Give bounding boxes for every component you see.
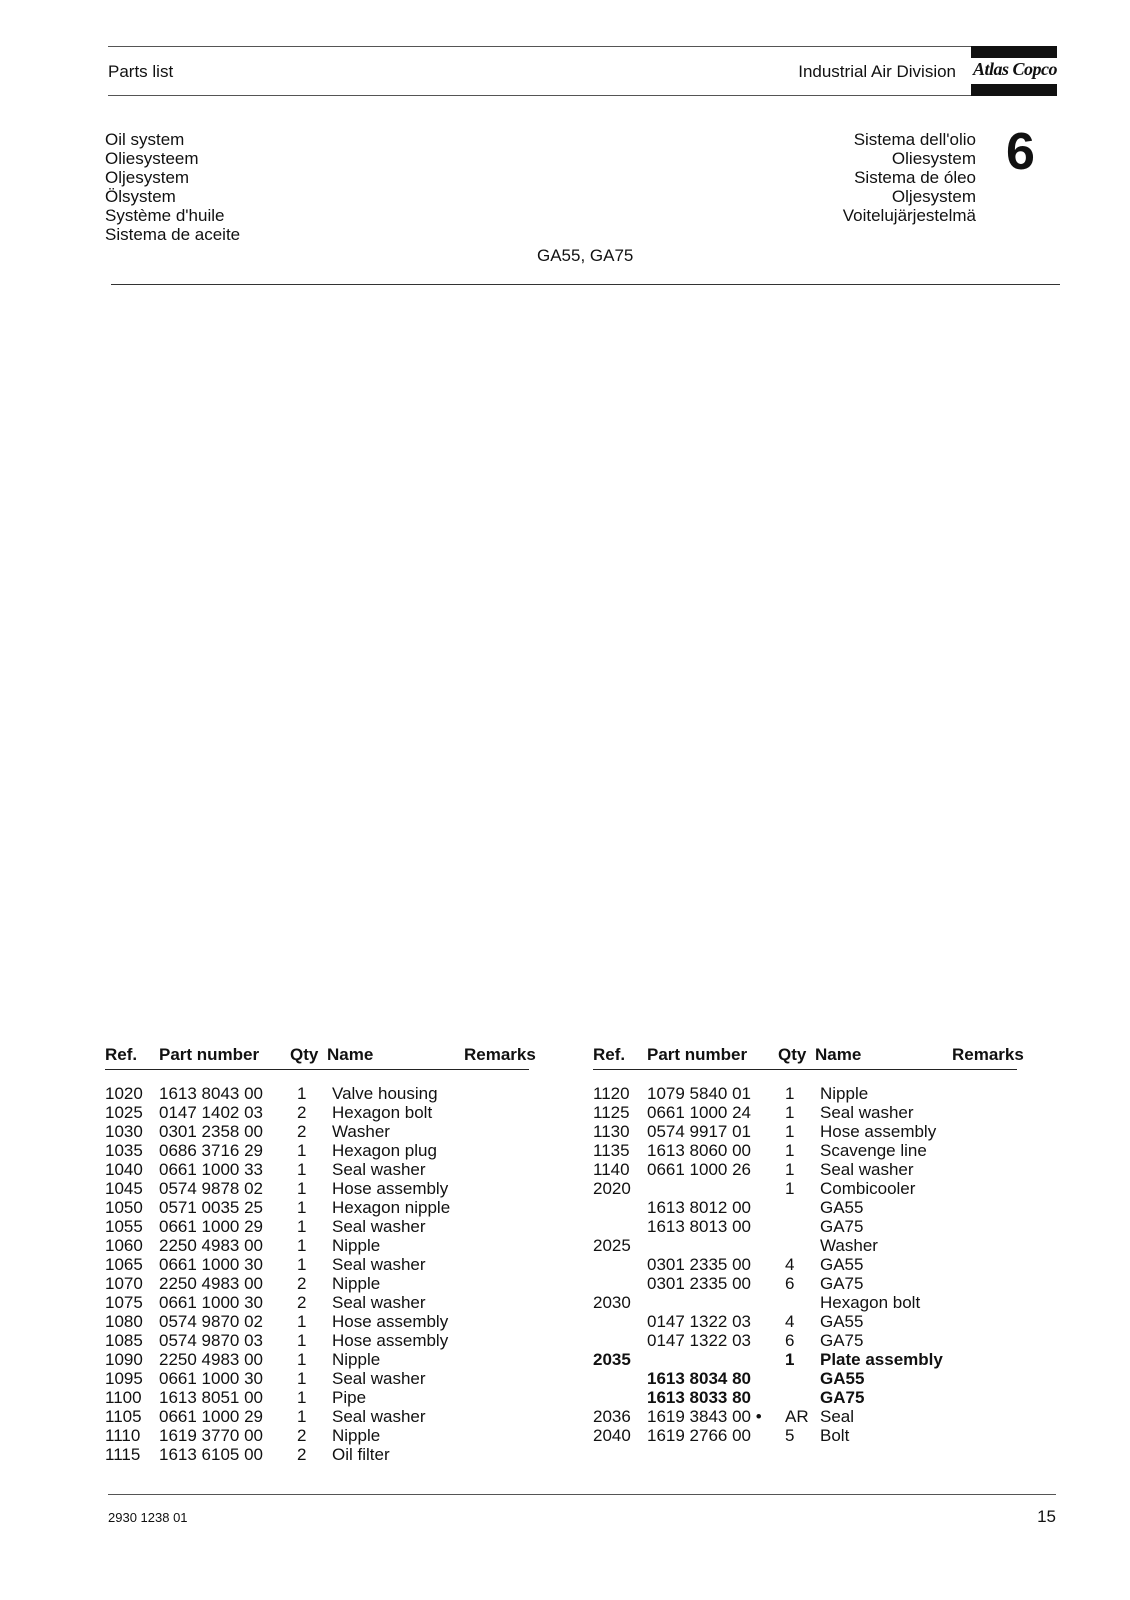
table-row: 1130 0574 9917 01 1 Hose assembly bbox=[593, 1122, 937, 1141]
part-number-cell: 0147 1322 03 bbox=[647, 1312, 751, 1331]
title-line: Système d'huile bbox=[105, 206, 225, 225]
title-line: Sistema dell'olio bbox=[853, 130, 976, 149]
parts-table-left bbox=[105, 1043, 536, 1464]
name-cell: Hose assembly bbox=[820, 1122, 937, 1141]
table-row bbox=[593, 1198, 1017, 1217]
title-line: Ölsystem bbox=[105, 187, 176, 206]
name-cell: Hexagon bolt bbox=[820, 1293, 921, 1312]
ref-cell: 2036 bbox=[593, 1407, 631, 1426]
part-number-cell: 0574 9870 03 bbox=[159, 1331, 263, 1350]
col-qty-header: Qty bbox=[290, 1045, 319, 1064]
part-number-cell: 0661 1000 29 bbox=[159, 1407, 263, 1426]
name-cell: Hose assembly bbox=[332, 1331, 449, 1350]
ref-cell: 1140 bbox=[593, 1160, 630, 1179]
name-cell: Washer bbox=[820, 1236, 878, 1255]
name-cell: Seal washer bbox=[820, 1103, 914, 1122]
part-number-cell: 1613 8051 00 bbox=[159, 1388, 263, 1407]
division-label: Industrial Air Division bbox=[798, 62, 956, 81]
ref-cell: 2020 bbox=[593, 1179, 631, 1198]
ref-cell: 1055 bbox=[105, 1217, 143, 1236]
name-cell: Nipple bbox=[332, 1426, 381, 1445]
name-cell: Washer bbox=[332, 1122, 390, 1141]
ref-cell: 1135 bbox=[593, 1141, 630, 1160]
table-row: 1100 1613 8051 00 1 Pipe bbox=[105, 1388, 367, 1407]
table-row bbox=[593, 1217, 1017, 1236]
ref-cell: 2040 bbox=[593, 1426, 631, 1445]
title-right-block bbox=[776, 130, 976, 225]
name-cell: Bolt bbox=[820, 1426, 850, 1445]
name-cell: Pipe bbox=[332, 1388, 367, 1407]
part-number-cell: 0574 9878 02 bbox=[159, 1179, 263, 1198]
part-number-cell: 1613 8013 00 bbox=[647, 1217, 751, 1236]
ref-cell: 1060 bbox=[105, 1236, 143, 1255]
name-cell: Seal washer bbox=[332, 1160, 426, 1179]
footer-rule bbox=[108, 1494, 1056, 1495]
parts-table-right bbox=[593, 1043, 1024, 1445]
table-row: 0147 1322 03 6 GA75 bbox=[647, 1331, 864, 1350]
ref-cell: 1100 bbox=[105, 1388, 142, 1407]
col-ref-header: Ref. bbox=[593, 1045, 626, 1064]
name-cell: Hose assembly bbox=[332, 1179, 449, 1198]
logo-top-bar bbox=[971, 46, 1057, 58]
name-cell: Seal washer bbox=[820, 1160, 914, 1179]
ref-cell: 1090 bbox=[105, 1350, 143, 1369]
name-cell: GA75 bbox=[820, 1331, 864, 1350]
ref-cell: 1075 bbox=[105, 1293, 143, 1312]
col-name-header: Name bbox=[327, 1045, 374, 1064]
col-qty-header: Qty bbox=[778, 1045, 807, 1064]
name-cell: Seal washer bbox=[332, 1369, 426, 1388]
ref-cell: 2035 bbox=[593, 1350, 631, 1369]
name-cell: Valve housing bbox=[332, 1084, 438, 1103]
name-cell: Nipple bbox=[332, 1236, 381, 1255]
models-label: GA55, GA75 bbox=[537, 246, 634, 265]
ref-cell: 1080 bbox=[105, 1312, 143, 1331]
name-cell: GA55 bbox=[820, 1255, 864, 1274]
ref-cell: 1125 bbox=[593, 1103, 630, 1122]
ref-cell: 1045 bbox=[105, 1179, 143, 1198]
title-line: Oliesysteem bbox=[105, 149, 199, 168]
part-number-cell: 0661 1000 24 bbox=[647, 1103, 751, 1122]
title-line: Voitelujärjestelmä bbox=[842, 206, 976, 225]
part-number-cell: 0301 2358 00 bbox=[159, 1122, 263, 1141]
ref-cell: 1050 bbox=[105, 1198, 143, 1217]
name-cell: Nipple bbox=[332, 1274, 381, 1293]
table-row: 1030 0301 2358 00 2 Washer bbox=[105, 1122, 390, 1141]
table-row: 2035 1 Plate assembly bbox=[593, 1350, 943, 1369]
table-row: 1060 2250 4983 00 1 Nipple bbox=[105, 1236, 381, 1255]
table-body bbox=[593, 1084, 1017, 1445]
table-body bbox=[105, 1084, 529, 1464]
part-number-cell: 0301 2335 00 bbox=[647, 1255, 751, 1274]
page-number: 15 bbox=[1037, 1507, 1056, 1526]
name-cell: GA75 bbox=[820, 1274, 864, 1293]
name-cell: Seal washer bbox=[332, 1255, 426, 1274]
table-row: 1035 0686 3716 29 1 Hexagon plug bbox=[105, 1141, 437, 1160]
part-number-cell: 0686 3716 29 bbox=[159, 1141, 263, 1160]
part-number-cell: 1079 5840 01 bbox=[647, 1084, 751, 1103]
part-number-cell: 0147 1322 03 bbox=[647, 1331, 751, 1350]
table-row: 1125 0661 1000 24 1 Seal washer bbox=[593, 1103, 914, 1122]
part-number-cell: 0661 1000 26 bbox=[647, 1160, 751, 1179]
name-cell: Seal bbox=[820, 1407, 855, 1426]
part-number-cell: 0661 1000 30 bbox=[159, 1369, 263, 1388]
part-number-cell: 0661 1000 29 bbox=[159, 1217, 263, 1236]
name-cell: GA55 bbox=[820, 1198, 864, 1217]
name-cell: Nipple bbox=[332, 1350, 381, 1369]
table-row: 1040 0661 1000 33 1 Seal washer bbox=[105, 1160, 426, 1179]
name-cell: Seal washer bbox=[332, 1407, 426, 1426]
part-number-cell: 1613 8043 00 bbox=[159, 1084, 263, 1103]
document-number: 2930 1238 01 bbox=[108, 1510, 188, 1525]
part-number-cell: 0301 2335 00 bbox=[647, 1274, 751, 1293]
part-number-cell: 1613 8012 00 bbox=[647, 1198, 751, 1217]
part-number-cell: 0574 9870 02 bbox=[159, 1312, 263, 1331]
name-cell: Oil filter bbox=[332, 1445, 390, 1464]
ref-cell: 1070 bbox=[105, 1274, 143, 1293]
table-row: 1020 1613 8043 00 1 Valve housing bbox=[105, 1084, 438, 1103]
name-cell: GA75 bbox=[820, 1217, 864, 1236]
section-label: Parts list bbox=[108, 62, 174, 81]
ref-cell: 2030 bbox=[593, 1293, 631, 1312]
part-number-cell: 1613 8060 00 bbox=[647, 1141, 751, 1160]
logo-text: Atlas Copco bbox=[972, 59, 1057, 79]
ref-cell: 1020 bbox=[105, 1084, 143, 1103]
ref-cell: 1025 bbox=[105, 1103, 143, 1122]
name-cell: Hose assembly bbox=[332, 1312, 449, 1331]
table-row: 2040 1619 2766 00 5 Bolt bbox=[593, 1426, 850, 1445]
name-cell: Hexagon bolt bbox=[332, 1103, 433, 1122]
part-number-cell: 1619 2766 00 bbox=[647, 1426, 751, 1445]
part-number-cell: 2250 4983 00 bbox=[159, 1236, 263, 1255]
ref-cell: 1035 bbox=[105, 1141, 143, 1160]
table-row: 2020 1 Combicooler bbox=[593, 1179, 916, 1198]
table-row bbox=[593, 1293, 1017, 1312]
ref-cell: 1065 bbox=[105, 1255, 143, 1274]
table-row: 1110 1619 3770 00 2 Nipple bbox=[105, 1426, 381, 1445]
part-number-cell: 1619 3770 00 bbox=[159, 1426, 263, 1445]
title-line: Oliesystem bbox=[891, 149, 976, 168]
part-number-cell: 1613 6105 00 bbox=[159, 1445, 263, 1464]
name-cell: Seal washer bbox=[332, 1293, 426, 1312]
table-row: 1080 0574 9870 02 1 Hose assembly bbox=[105, 1312, 449, 1331]
part-number-cell: 0661 1000 30 bbox=[159, 1293, 263, 1312]
part-number-cell: 0661 1000 33 bbox=[159, 1160, 263, 1179]
name-cell: Hexagon nipple bbox=[332, 1198, 451, 1217]
col-part-number-header: Part number bbox=[159, 1045, 260, 1064]
name-cell: GA55 bbox=[820, 1312, 864, 1331]
part-number-cell: 0571 0035 25 bbox=[159, 1198, 263, 1217]
title-line: Oil system bbox=[105, 130, 185, 149]
table-row bbox=[593, 1369, 1017, 1388]
table-header bbox=[105, 1043, 536, 1070]
name-cell: Seal washer bbox=[332, 1217, 426, 1236]
table-row: 1065 0661 1000 30 1 Seal washer bbox=[105, 1255, 426, 1274]
logo-bottom-bar bbox=[971, 84, 1057, 96]
name-cell: Nipple bbox=[820, 1084, 869, 1103]
table-row bbox=[593, 1388, 1017, 1407]
ref-cell: 1040 bbox=[105, 1160, 143, 1179]
table-row: 1055 0661 1000 29 1 Seal washer bbox=[105, 1217, 426, 1236]
ref-cell: 1130 bbox=[593, 1122, 630, 1141]
part-number-cell: 0574 9917 01 bbox=[647, 1122, 751, 1141]
title-left-block bbox=[105, 130, 240, 244]
table-row: 1050 0571 0035 25 1 Hexagon nipple bbox=[105, 1198, 451, 1217]
ref-cell: 1110 bbox=[105, 1426, 141, 1445]
ref-cell: 1120 bbox=[593, 1084, 630, 1103]
name-cell: Plate assembly bbox=[820, 1350, 943, 1369]
name-cell: Hexagon plug bbox=[332, 1141, 437, 1160]
table-row: 0301 2335 00 4 GA55 bbox=[647, 1255, 864, 1274]
ref-cell: 1105 bbox=[105, 1407, 142, 1426]
table-row: 1045 0574 9878 02 1 Hose assembly bbox=[105, 1179, 449, 1198]
title-line: Oljesystem bbox=[891, 187, 976, 206]
ref-cell: 1030 bbox=[105, 1122, 143, 1141]
table-row: 1085 0574 9870 03 1 Hose assembly bbox=[105, 1331, 449, 1350]
table-row: 1075 0661 1000 30 2 Seal washer bbox=[105, 1293, 426, 1312]
table-row: 2036 1619 3843 00 • AR Seal bbox=[593, 1407, 855, 1426]
title-bottom-rule bbox=[111, 284, 1060, 285]
col-remarks-header: Remarks bbox=[464, 1045, 536, 1064]
part-number-cell: 1613 8033 80 bbox=[647, 1388, 751, 1407]
part-number-cell: 0661 1000 30 bbox=[159, 1255, 263, 1274]
title-line: Oljesystem bbox=[105, 168, 190, 187]
table-row: 1135 1613 8060 00 1 Scavenge line bbox=[593, 1141, 927, 1160]
col-name-header: Name bbox=[815, 1045, 862, 1064]
ref-cell: 1085 bbox=[105, 1331, 143, 1350]
part-number-cell: 1619 3843 00 • bbox=[647, 1407, 762, 1426]
table-row: 1140 0661 1000 26 1 Seal washer bbox=[593, 1160, 914, 1179]
col-remarks-header: Remarks bbox=[952, 1045, 1024, 1064]
table-row: 0147 1322 03 4 GA55 bbox=[647, 1312, 864, 1331]
name-cell: Combicooler bbox=[820, 1179, 916, 1198]
part-number-cell: 2250 4983 00 bbox=[159, 1274, 263, 1293]
name-cell: GA55 bbox=[820, 1369, 865, 1388]
part-number-cell: 2250 4983 00 bbox=[159, 1350, 263, 1369]
table-row: 0301 2335 00 6 GA75 bbox=[647, 1274, 864, 1293]
part-number-cell: 1613 8034 80 bbox=[647, 1369, 751, 1388]
table-row: 1095 0661 1000 30 1 Seal washer bbox=[105, 1369, 426, 1388]
table-row: 1115 1613 6105 00 2 Oil filter bbox=[105, 1445, 390, 1464]
chapter-number: 6 bbox=[1006, 123, 1035, 181]
header-bottom-rule bbox=[108, 95, 971, 96]
table-row: 1105 0661 1000 29 1 Seal washer bbox=[105, 1407, 426, 1426]
title-line: Sistema de aceite bbox=[105, 225, 241, 244]
header-top-rule bbox=[108, 46, 971, 47]
ref-cell: 1115 bbox=[105, 1445, 141, 1464]
name-cell: Scavenge line bbox=[820, 1141, 927, 1160]
ref-cell: 2025 bbox=[593, 1236, 631, 1255]
col-ref-header: Ref. bbox=[105, 1045, 138, 1064]
name-cell: GA75 bbox=[820, 1388, 865, 1407]
col-part-number-header: Part number bbox=[647, 1045, 748, 1064]
table-row: 1120 1079 5840 01 1 Nipple bbox=[593, 1084, 869, 1103]
table-header bbox=[593, 1043, 1024, 1070]
table-row bbox=[593, 1236, 1017, 1255]
ref-cell: 1095 bbox=[105, 1369, 143, 1388]
title-line: Sistema de óleo bbox=[854, 168, 976, 187]
table-row: 1070 2250 4983 00 2 Nipple bbox=[105, 1274, 381, 1293]
table-row: 1090 2250 4983 00 1 Nipple bbox=[105, 1350, 381, 1369]
table-row: 1025 0147 1402 03 2 Hexagon bolt bbox=[105, 1103, 433, 1122]
part-number-cell: 0147 1402 03 bbox=[159, 1103, 263, 1122]
